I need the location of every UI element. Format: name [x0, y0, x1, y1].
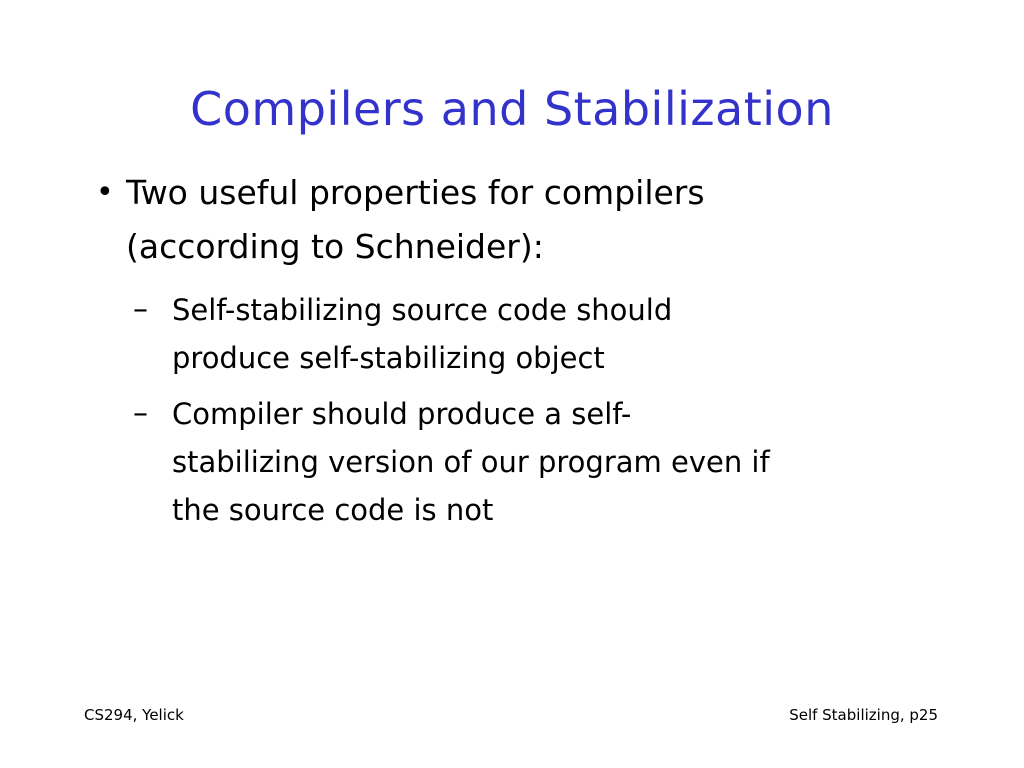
- footer-left: CS294, Yelick: [84, 706, 184, 724]
- slide-title: Compilers and Stabilization: [190, 82, 834, 136]
- bullet-marker: •: [96, 175, 114, 210]
- bullet-line: Two useful properties for compilers: [126, 173, 705, 212]
- sub-bullet-marker: –: [133, 396, 148, 431]
- bullet-line: (according to Schneider):: [126, 227, 544, 266]
- sub-bullet-line: stabilizing version of our program even if: [172, 445, 770, 479]
- sub-bullet-line: Compiler should produce a self-: [172, 397, 632, 431]
- sub-bullet-line: produce self-stabilizing object: [172, 341, 605, 375]
- sub-bullet-marker: –: [133, 292, 148, 327]
- sub-bullet-line: Self-stabilizing source code should: [172, 293, 673, 327]
- footer-right: Self Stabilizing, p25: [789, 706, 938, 724]
- sub-bullet-line: the source code is not: [172, 493, 494, 527]
